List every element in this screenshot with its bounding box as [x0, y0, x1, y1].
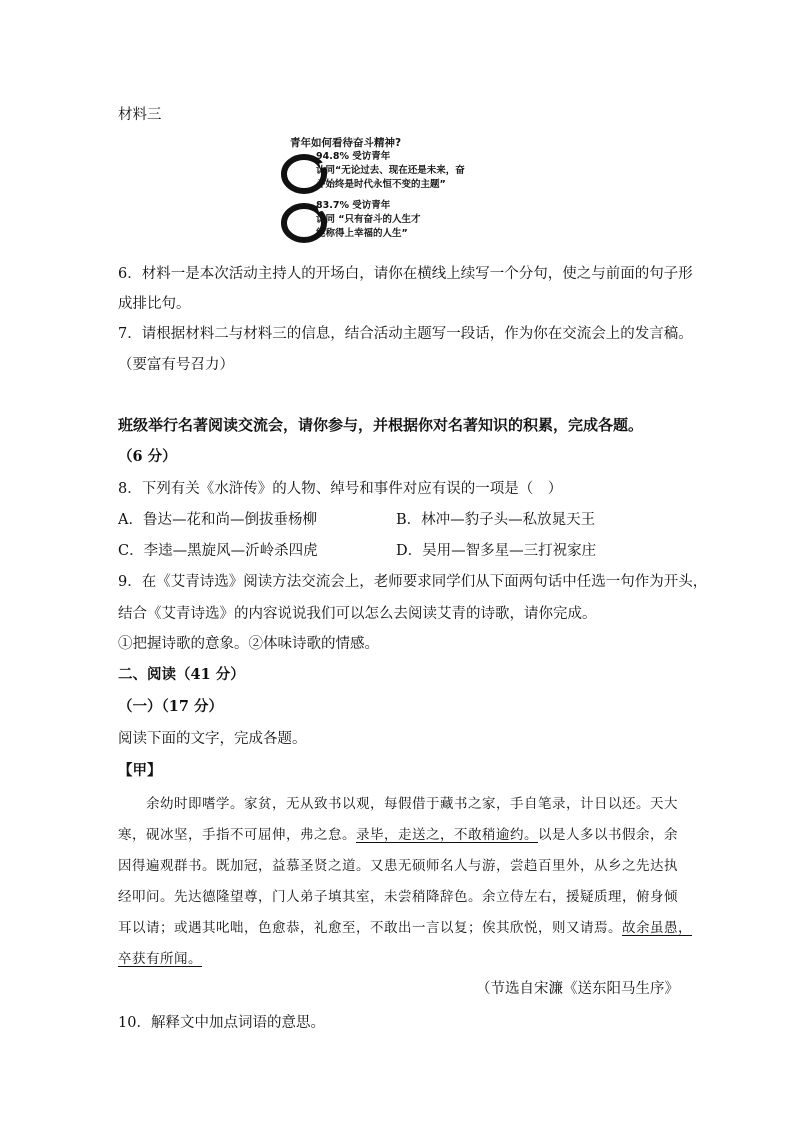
passage-line-2: [118, 823, 678, 843]
item1-line3: 斗始终是时代永恒不变的主题”: [316, 179, 446, 190]
q8-stem: 8．下列有关《水浒传》的人物、绰号和事件对应有误的一项是（ ）: [118, 481, 563, 497]
item2-text: [316, 199, 421, 241]
passage-line-4: 经叩问。先达德隆望尊，门人弟子填其室，未尝稍降辞色。余立侍左右，援疑质理，俯身倾: [118, 889, 678, 905]
q9-line2: 结合《艾青诗选》的内容说说我们可以怎么去阅读艾青的诗歌，请你完成。: [118, 606, 597, 622]
q8-option-c: C．李逵—黑旋风—沂岭杀四虎: [118, 543, 318, 559]
item1-line2: 认同“无论过去、现在还是未来，奋: [316, 165, 465, 176]
item2-line3: 能称得上幸福的人生”: [316, 228, 408, 239]
q7-line2: （要富有号召力）: [118, 357, 234, 373]
q8-option-d: D．吴用—智多星—三打祝家庄: [396, 543, 597, 559]
part2-heading: 二、阅读（41 分）: [118, 666, 245, 683]
passage-source: （节选自宋濂《送东阳马生序》: [476, 981, 679, 997]
passage-line-5a: 耳以请；或遇其叱咄，色愈恭，礼愈至，不敢出一言以复；俟其欣悦，则又请焉。: [118, 920, 622, 936]
reading-instruction: 阅读下面的文字，完成各题。: [118, 731, 307, 747]
section-intro: 班级举行名著阅读交流会，请你参与，并根据你对名著知识的积累，完成各题。: [118, 416, 644, 434]
q10: 10．解释文中加点词语的意思。: [118, 1015, 325, 1031]
passage-line-5: [118, 916, 692, 936]
passage-line-2a: 寒，砚冰坚，手指不可屈伸，弗之怠。: [118, 827, 356, 843]
passage-underlined-2: 故余虽愚，: [622, 920, 692, 936]
jia-label: 【甲】: [118, 762, 162, 779]
passage-underlined-1: 录毕，走送之，不敢稍逾约。: [356, 827, 538, 843]
part2-subheading: （一）（17 分）: [118, 698, 223, 715]
infographic: [280, 135, 540, 247]
passage-line-2c: 以是人多以书假余，余: [538, 827, 678, 843]
infographic-title: 青年如何看待奋斗精神?: [290, 137, 402, 149]
q6-line2: 成排比句。: [118, 296, 191, 312]
section-points: （6 分）: [118, 448, 177, 465]
item1-text: [316, 150, 465, 192]
passage-line-6: 卒获有所闻。: [118, 951, 202, 967]
q9-line1: 9．在《艾青诗选》阅读方法交流会上，老师要求同学们从下面两句话中任选一句作为开头，: [118, 574, 708, 590]
item2-line2: 认同 “只有奋斗的人生才: [316, 214, 421, 225]
material3-heading: 材料三: [118, 107, 162, 123]
item1-line1: 94.8% 受访青年: [316, 151, 391, 162]
q8-option-b: B．林冲—豹子头—私放晁天王: [396, 512, 596, 528]
q8-option-a: A．鲁达—花和尚—倒拔垂杨柳: [118, 512, 317, 528]
passage-line-1: 余幼时即嗜学。家贫，无从致书以观，每假借于藏书之家，手自笔录，计日以还。天大: [146, 796, 678, 812]
q9-line3: ①把握诗歌的意象。②体味诗歌的情感。: [118, 636, 379, 652]
q6-line1: 6．材料一是本次活动主持人的开场白，请你在横线上续写一个分句，使之与前面的句子形: [118, 266, 693, 282]
item2-line1: 83.7% 受访青年: [316, 200, 391, 211]
q7-line1: 7．请根据材料二与材料三的信息，结合活动主题写一段话，作为你在交流会上的发言稿。: [118, 326, 693, 342]
passage-line-3: 因得遍观群书。既加冠，益慕圣贤之道。又患无硕师名人与游，尝趋百里外，从乡之先达执: [118, 858, 678, 874]
